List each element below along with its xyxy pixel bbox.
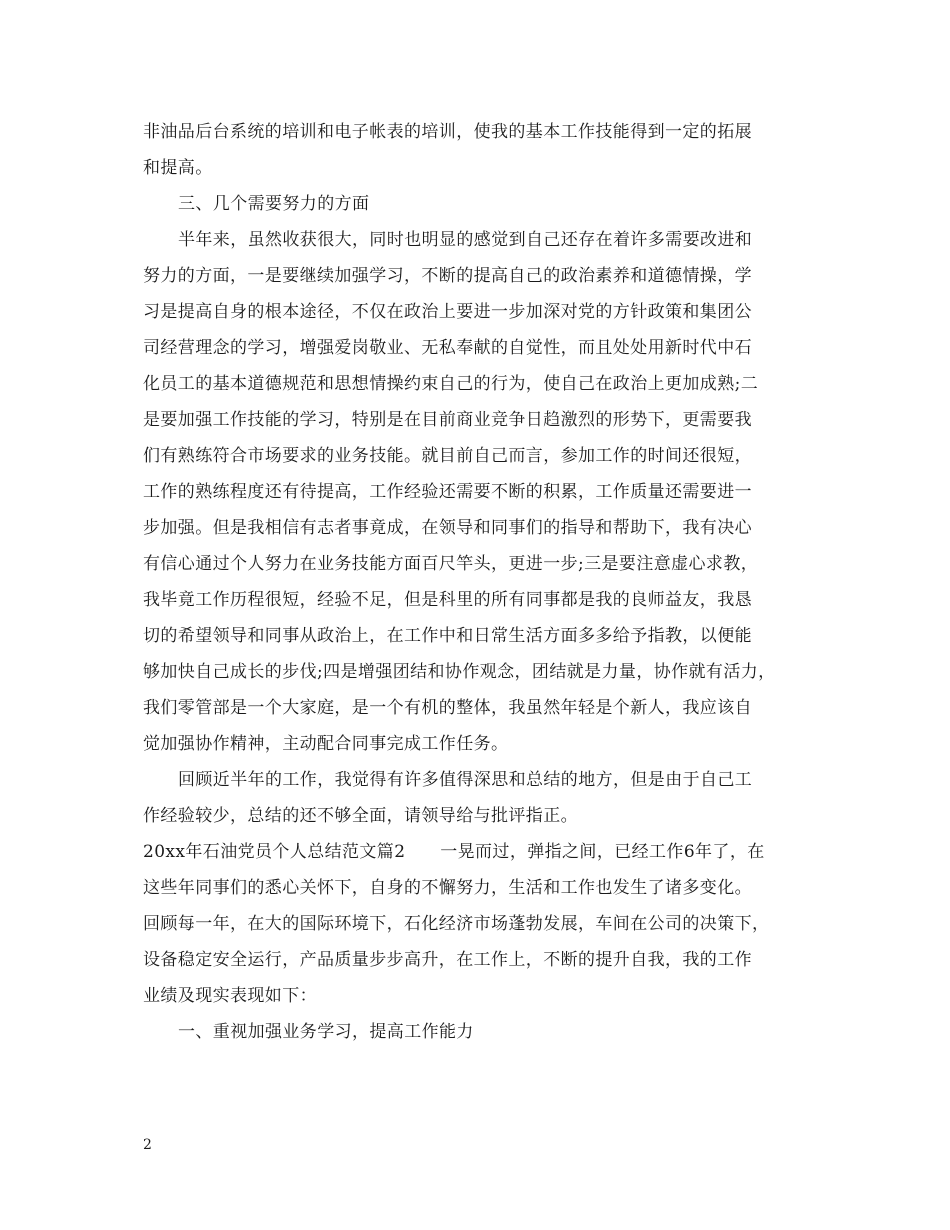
text-line: 我们零管部是一个大家庭，是一个有机的整体，我虽然年轻是个新人，我应该自 bbox=[143, 698, 752, 718]
section-heading: 一、重视加强业务学习，提高工作能力 bbox=[178, 1022, 474, 1042]
page-number: 2 bbox=[143, 1137, 152, 1153]
article-title-line: 20xx年石油党员个人总结范文篇2 一晃而过，弹指之间，已经工作6年了，在 bbox=[143, 842, 765, 862]
text-line: 努力的方面，一是要继续加强学习，不断的提高自己的政治素养和道德情操，学 bbox=[143, 266, 752, 286]
text-line: 够加快自己成长的步伐;四是增强团结和协作观念，团结就是力量，协作就有活力， bbox=[143, 662, 776, 682]
text-line: 觉加强协作精神，主动配合同事完成工作任务。 bbox=[143, 734, 509, 754]
text-line: 们有熟练符合市场要求的业务技能。就目前自己而言，参加工作的时间还很短， bbox=[143, 446, 752, 466]
text-line: 步加强。但是我相信有志者事竟成，在领导和同事们的指导和帮助下，我有决心 bbox=[143, 518, 752, 538]
text-line: 我毕竟工作历程很短，经验不足，但是科里的所有同事都是我的良师益友，我恳 bbox=[143, 590, 752, 610]
text-line: 回顾近半年的工作，我觉得有许多值得深思和总结的地方，但是由于自己工 bbox=[178, 770, 753, 790]
text-line: 工作的熟练程度还有待提高，工作经验还需要不断的积累，工作质量还需要进一 bbox=[143, 482, 752, 502]
text-line: 有信心通过个人努力在业务技能方面百尺竿头，更进一步;三是要注意虚心求教， bbox=[143, 554, 759, 574]
text-line: 半年来，虽然收获很大，同时也明显的感觉到自己还存在着许多需要改进和 bbox=[178, 230, 753, 250]
text-line: 切的希望领导和同事从政治上，在工作中和日常生活方面多多给予指教，以便能 bbox=[143, 626, 752, 646]
text-line: 作经验较少，总结的还不够全面，请领导给与批评指正。 bbox=[143, 806, 578, 826]
text-line: 司经营理念的学习，增强爱岗敬业、无私奉献的自觉性，而且处处用新时代中石 bbox=[143, 338, 752, 358]
text-line: 和提高。 bbox=[143, 158, 213, 178]
text-line: 是要加强工作技能的学习，特别是在目前商业竞争日趋激烈的形势下，更需要我 bbox=[143, 410, 752, 430]
text-line: 习是提高自身的根本途径，不仅在政治上要进一步加深对党的方针政策和集团公 bbox=[143, 302, 752, 322]
text-line: 回顾每一年，在大的国际环境下，石化经济市场蓬勃发展，车间在公司的决策下， bbox=[143, 914, 770, 934]
text-line: 业绩及现实表现如下： bbox=[143, 986, 317, 1006]
section-heading: 三、几个需要努力的方面 bbox=[178, 194, 370, 214]
text-line: 设备稳定安全运行，产品质量步步高升，在工作上，不断的提升自我，我的工作 bbox=[143, 950, 752, 970]
text-line: 化员工的基本道德规范和思想情操约束自己的行为，使自己在政治上更加成熟;二 bbox=[143, 374, 759, 394]
text-line: 非油品后台系统的培训和电子帐表的培训，使我的基本工作技能得到一定的拓展 bbox=[143, 122, 752, 142]
text-line: 这些年同事们的悉心关怀下，自身的不懈努力，生活和工作也发生了诸多变化。 bbox=[143, 878, 752, 898]
